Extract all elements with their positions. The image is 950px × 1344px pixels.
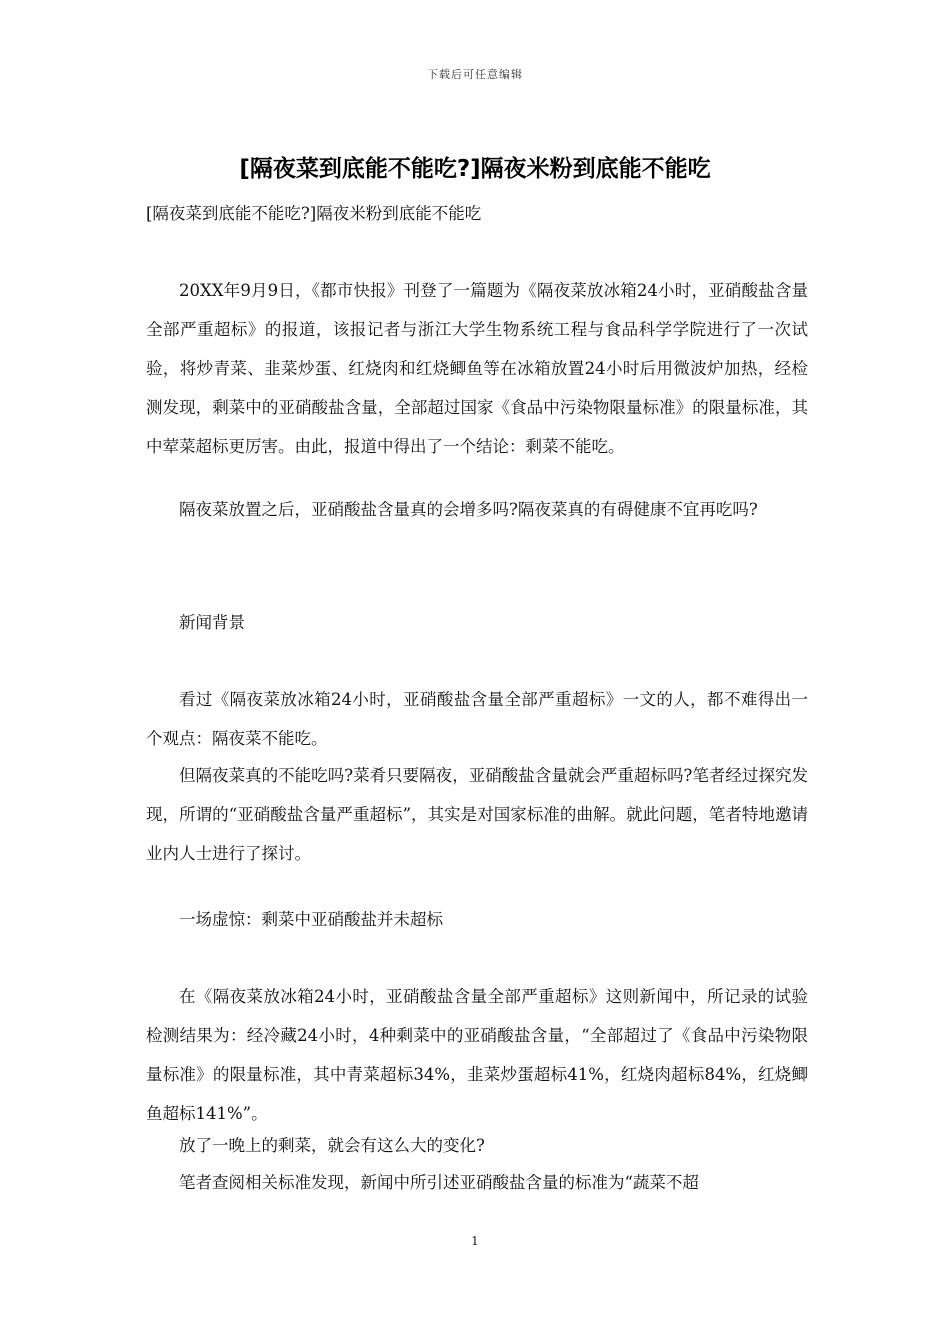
paragraph-text: 隔夜菜放置之后，亚硝酸盐含量真的会增多吗?隔夜菜真的有碍健康不宜再吃吗? <box>179 500 758 519</box>
paragraph-2 <box>146 490 808 529</box>
section-heading-false-alarm <box>146 900 808 939</box>
header-note: 下载后可任意编辑 <box>427 68 523 81</box>
paragraph-text: 但隔夜菜真的不能吃吗?菜肴只要隔夜，亚硝酸盐含量就会严重超标吗?笔者经过探究发现，所谓的“亚硝酸盐含量严重超标”，其实是对国家标准的曲解。就此问题，笔者特地邀请业内人士进行了探讨。 <box>146 766 808 863</box>
paragraph-text: 笔者查阅相关标准发现，新闻中所引述亚硝酸盐含量的标准为“蔬菜不超 <box>179 1173 699 1192</box>
section-heading: 新闻背景 <box>179 613 245 632</box>
paragraph-4 <box>146 756 808 873</box>
paragraph-text: 看过《隔夜菜放冰箱24小时，亚硝酸盐含量全部严重超标》一文的人，都不难得出一个观点：隔夜菜不能吃。 <box>146 690 808 748</box>
subtitle-line: [隔夜菜到底能不能吃?]隔夜米粉到底能不能吃 <box>146 204 482 223</box>
paragraph-3 <box>146 680 808 758</box>
section-heading: 一场虚惊：剩菜中亚硝酸盐并未超标 <box>179 910 443 929</box>
section-heading-news-background <box>146 603 808 642</box>
page-number: 1 <box>471 1234 479 1248</box>
document-title: [隔夜菜到底能不能吃?]隔夜米粉到底能不能吃 <box>239 156 711 182</box>
paragraph-7 <box>146 1163 808 1202</box>
paragraph-text: 20XX年9月9日，《都市快报》刊登了一篇题为《隔夜菜放冰箱24小时，亚硝酸盐含量全部严重超标》的报道，该报记者与浙江大学生物系统工程与食品科学学院进行了一次试验，将炒青菜、韭菜炒蛋、红烧肉和红烧鲫鱼等在冰箱放置24小时后用微波炉加热，经检测发现，剩菜中的亚硝酸盐含量，全部超过国家《食品中污染物限量标准》的限量标准，其中荤菜超标更厉害。由此，报道中得出了一个结论：剩菜不能吃。 <box>146 281 808 456</box>
paragraph-text: 放了一晚上的剩菜，就会有这么大的变化? <box>179 1136 485 1155</box>
paragraph-6 <box>146 1126 808 1165</box>
paragraph-text: 在《隔夜菜放冰箱24小时，亚硝酸盐含量全部严重超标》这则新闻中，所记录的试验检测结果为：经冷藏24小时，4种剩菜中的亚硝酸盐含量，“全部超过了《食品中污染物限量标准》的限量标准，其中青菜超标34%，韭菜炒蛋超标41%，红烧肉超标84%，红烧鲫鱼超标141%”。 <box>146 987 808 1123</box>
subtitle-block <box>146 194 808 233</box>
paragraph-1 <box>146 271 808 466</box>
paragraph-5 <box>146 977 808 1133</box>
